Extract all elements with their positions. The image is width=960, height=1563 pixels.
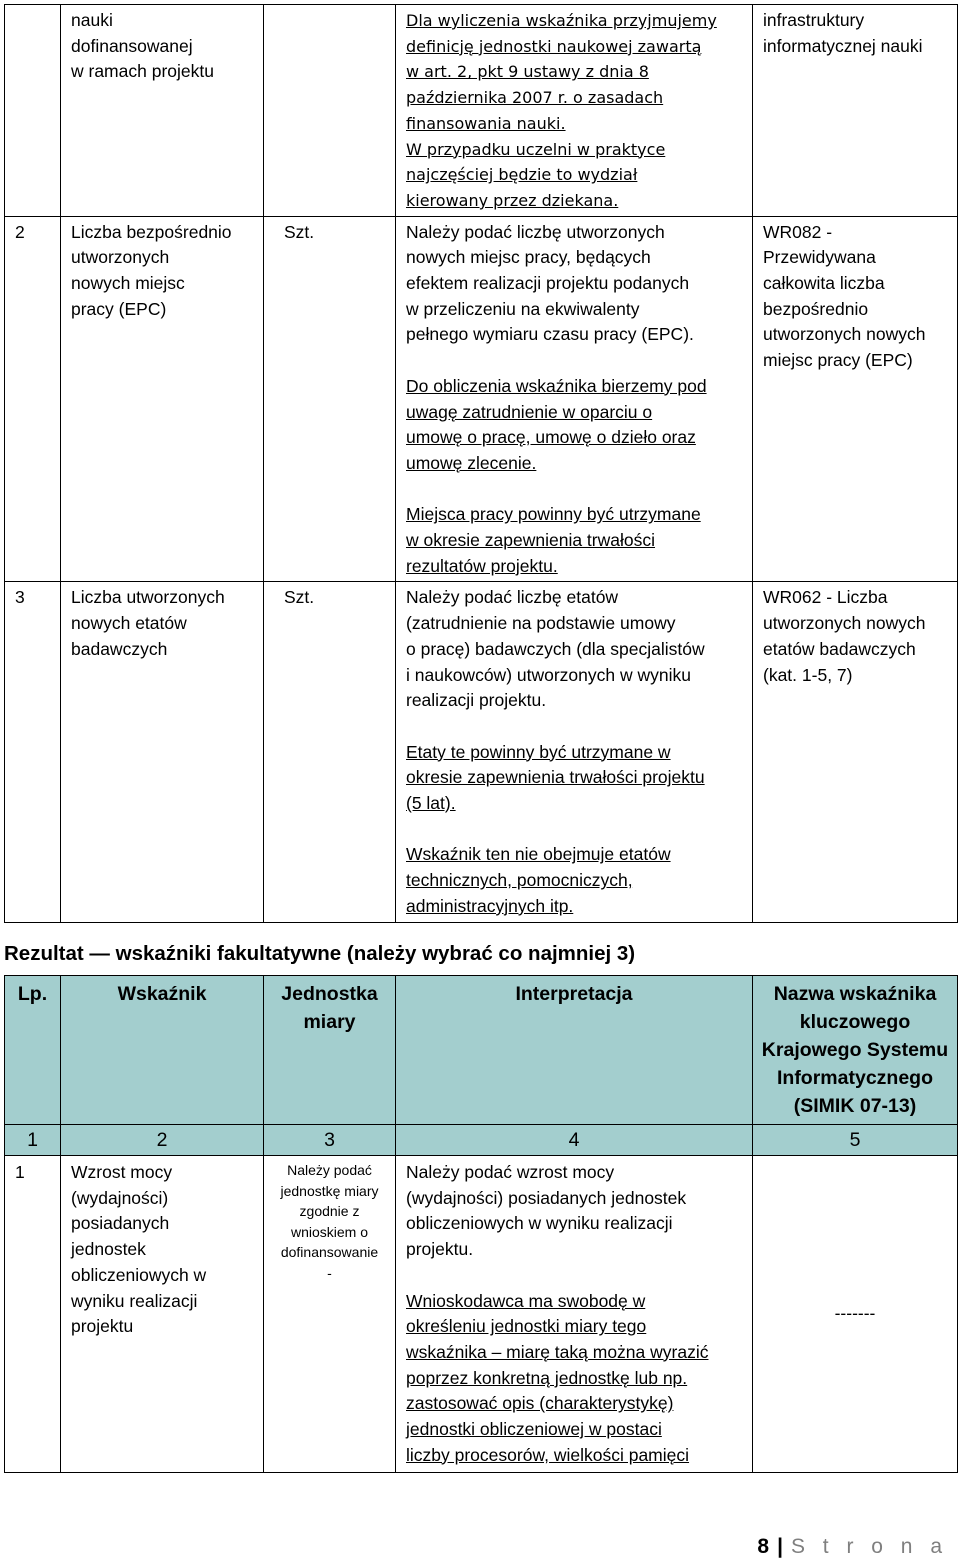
text-line: W przypadku uczelni w praktyce	[406, 139, 666, 159]
text-line: (5 lat).	[406, 793, 456, 814]
column-number: 1	[5, 1125, 61, 1156]
text-line: Etaty te powinny być utrzymane w	[406, 741, 671, 762]
text-line: WR082 -	[763, 221, 833, 242]
column-number-row	[5, 1125, 958, 1156]
unit-cell: Szt.	[264, 216, 396, 582]
text-line: Należy podać liczbę utworzonych	[406, 221, 665, 242]
page-label: S t r o n a	[790, 1535, 948, 1558]
text-line: najczęściej będzie to wydział	[406, 165, 638, 185]
text-line: bezpośrednio	[763, 298, 869, 319]
header-row	[5, 976, 958, 1125]
text-line: dofinansowanej	[71, 35, 193, 56]
text-line: nauki	[71, 10, 113, 30]
text-line: kluczowego	[799, 1011, 911, 1033]
text-line: Miejsca pracy powinny być utrzymane	[406, 504, 701, 525]
interpretation-cell	[396, 216, 753, 582]
text-line: (zatrudnienie na podstawie umowy	[406, 613, 676, 634]
text-line: badawczych	[71, 638, 168, 659]
text-line: liczby procesorów, wielkości pamięci	[406, 1444, 690, 1465]
text-line: infrastruktury	[763, 10, 865, 30]
table-row	[5, 5, 958, 217]
footer-separator: |	[777, 1535, 783, 1558]
text-line: administracyjnych itp.	[406, 895, 574, 916]
text-line: w przeliczeniu na ekwiwalenty	[406, 298, 640, 319]
text-line: definicję jednostki naukowej zawartą	[406, 36, 702, 56]
column-number: 4	[396, 1125, 753, 1156]
unit-cell	[264, 1156, 396, 1473]
key-indicator-name-cell: -------	[753, 1156, 958, 1473]
section-heading: Rezultat — wskaźniki fakultatywne (należy wybrać co najmniej 3)	[4, 942, 636, 965]
text-line: Należy podać liczbę etatów	[406, 587, 619, 608]
text-line: etatów badawczych	[763, 638, 916, 659]
optional-indicators-table	[4, 975, 958, 1473]
text-line: całkowita liczba	[763, 273, 885, 294]
indicator-name-cell	[61, 5, 264, 217]
text-line: obliczeniowych w	[71, 1264, 207, 1285]
text-line: Wnioskodawca ma swobodę w	[406, 1290, 646, 1311]
text-line: Wzrost mocy	[71, 1162, 173, 1182]
indicator-name-cell	[61, 1156, 264, 1473]
text-line: Dla wyliczenia wskaźnika przyjmujemy	[406, 11, 717, 30]
column-header-lp: Lp.	[5, 976, 61, 1125]
indicators-table-continued	[4, 4, 958, 923]
text-line: miary	[303, 1011, 356, 1033]
text-line: wnioskiem o	[290, 1223, 369, 1240]
text-line: dofinansowanie	[280, 1244, 379, 1261]
column-number: 3	[264, 1125, 396, 1156]
text-line: Liczba bezpośrednio	[71, 221, 232, 242]
lp-cell: 1	[5, 1156, 61, 1473]
text-line: utworzonych nowych	[763, 324, 926, 345]
text-line: (wydajności)	[71, 1187, 169, 1208]
text-line: kierowany przez dziekana.	[406, 190, 619, 210]
text-line: w ramach projektu	[71, 61, 214, 82]
text-line: umowę o pracę, umowę o dzieło oraz	[406, 427, 696, 448]
text-line: miejsc pracy (EPC)	[763, 350, 913, 371]
column-number: 5	[753, 1125, 958, 1156]
text-line: nowych miejsc pracy, będących	[406, 247, 651, 268]
text-line: zgodnie z	[299, 1203, 360, 1220]
text-line: efektem realizacji projektu podanych	[406, 273, 690, 294]
text-line: Przewidywana	[763, 247, 876, 268]
text-line: Informatycznego	[776, 1067, 934, 1089]
text-line: technicznych, pomocniczych,	[406, 870, 633, 891]
text-line: wskaźnika – miarę taką można wyrazić	[406, 1341, 709, 1362]
text-line: realizacji projektu.	[406, 690, 547, 711]
text-line: umowę zlecenie.	[406, 452, 537, 473]
text-line: wyniku realizacji	[71, 1290, 198, 1311]
text-line: nowych etatów	[71, 613, 187, 634]
key-indicator-name-cell	[753, 216, 958, 582]
lp-cell: 2	[5, 216, 61, 582]
text-line: określeniu jednostki miary tego	[406, 1316, 647, 1337]
text-line: Jednostka	[281, 983, 378, 1005]
text-line: pełnego wymiaru czasu pracy (EPC).	[406, 324, 694, 345]
text-line: WR062 - Liczba	[763, 587, 888, 608]
table-row	[5, 1156, 958, 1473]
text-line: nowych miejsc	[71, 273, 185, 294]
column-header-indicator: Wskaźnik	[61, 976, 264, 1125]
text-line: obliczeniowych w wyniku realizacji	[406, 1213, 673, 1234]
text-line: okresie zapewnienia trwałości projektu	[406, 767, 705, 788]
text-line: (wydajności) posiadanych jednostek	[406, 1187, 687, 1208]
text-line: informatycznej nauki	[763, 35, 923, 56]
text-line: utworzonych	[71, 247, 170, 268]
text-line: poprzez konkretną jednostkę lub np.	[406, 1367, 688, 1388]
indicator-name-cell	[61, 582, 264, 922]
table-row	[5, 582, 958, 922]
text-line: posiadanych	[71, 1213, 170, 1234]
text-line: jednostek	[71, 1239, 146, 1260]
text-line: Krajowego Systemu	[761, 1039, 949, 1061]
text-line: projektu	[71, 1316, 134, 1337]
interpretation-cell	[396, 5, 753, 217]
text-line: zastosować opis (charakterystykę)	[406, 1393, 674, 1414]
text-line: w okresie zapewnienia trwałości	[406, 530, 655, 551]
interpretation-cell	[396, 582, 753, 922]
text-line: i naukowców) utworzonych w wyniku	[406, 664, 691, 685]
unit-cell	[264, 5, 396, 217]
text-line: pracy (EPC)	[71, 298, 167, 319]
column-header-unit	[264, 976, 396, 1125]
unit-cell: Szt.	[264, 582, 396, 922]
column-number: 2	[61, 1125, 264, 1156]
column-header-interpretation: Interpretacja	[396, 976, 753, 1125]
key-indicator-name-cell	[753, 582, 958, 922]
text-line: utworzonych nowych	[763, 613, 926, 634]
text-line: o pracę) badawczych (dla specjalistów	[406, 638, 705, 659]
text-line: jednostkę miary	[280, 1182, 379, 1199]
text-line: Nazwa wskaźnika	[773, 983, 937, 1005]
indicator-name-cell	[61, 216, 264, 582]
page-footer	[757, 1532, 948, 1562]
text-line: uwagę zatrudnienie w oparciu o	[406, 401, 653, 422]
text-line: (SIMIK 07-13)	[793, 1095, 917, 1117]
text-line: Liczba utworzonych	[71, 587, 225, 608]
key-indicator-name-cell	[753, 5, 958, 217]
text-line: Należy podać	[287, 1162, 372, 1178]
text-line: -	[327, 1264, 332, 1281]
text-line: Do obliczenia wskaźnika bierzemy pod	[406, 375, 707, 396]
text-line: Należy podać wzrost mocy	[406, 1162, 615, 1182]
text-line: Wskaźnik ten nie obejmuje etatów	[406, 844, 671, 865]
text-line: w art. 2, pkt 9 ustawy z dnia 8	[406, 62, 649, 82]
lp-cell: 3	[5, 582, 61, 922]
lp-cell	[5, 5, 61, 217]
text-line: (kat. 1-5, 7)	[763, 664, 853, 685]
interpretation-cell	[396, 1156, 753, 1473]
text-line: projektu.	[406, 1239, 474, 1260]
text-line: rezultatów projektu.	[406, 555, 558, 576]
page-number: 8	[757, 1535, 770, 1558]
text-line: października 2007 r. o zasadach	[406, 88, 664, 108]
text-line: finansowania nauki.	[406, 113, 566, 133]
column-header-key-indicator-name	[753, 976, 958, 1125]
text-line: jednostki obliczeniowej w postaci	[406, 1419, 662, 1440]
table-row	[5, 216, 958, 582]
